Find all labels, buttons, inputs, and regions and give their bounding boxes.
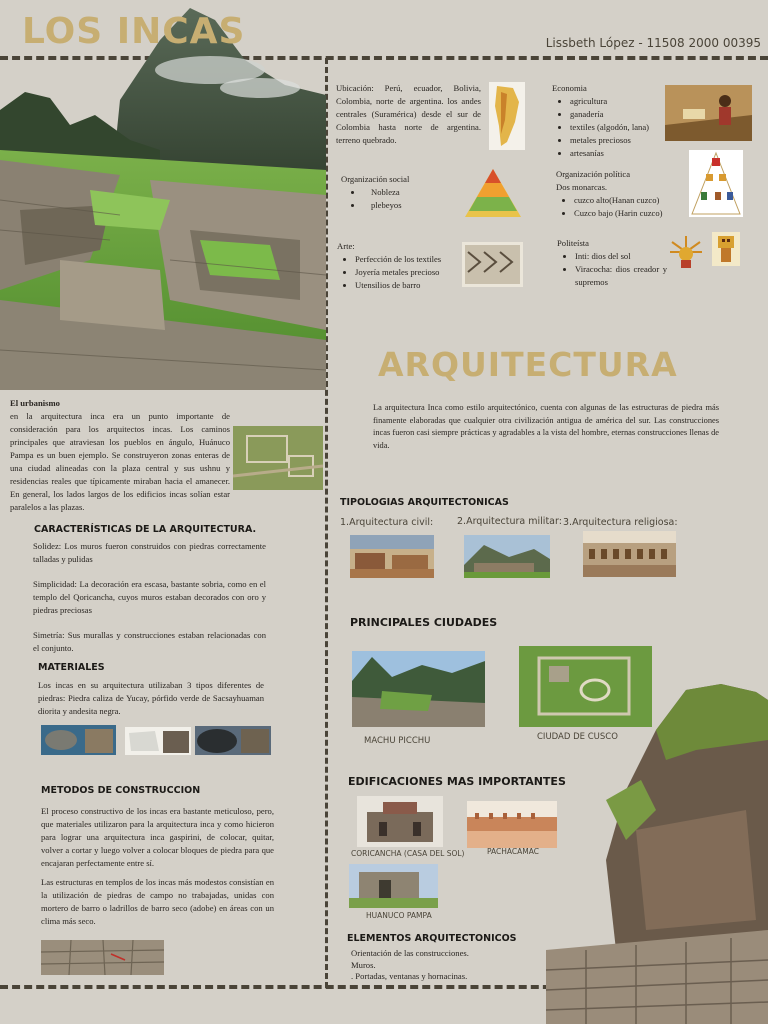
materials-text: Los incas en su arquitectura utilizaban 3 tipos diferentes de piedras: Piedra caliza de Yucay, pórfido verde de Sacsayhuaman diorita y andesita negra. <box>38 680 264 716</box>
economy-item: • artesanías <box>570 147 672 160</box>
cities-title: PRINCIPALES CIUDADES <box>350 616 498 629</box>
element-line: . Portadas, ventanas y hornacinas. <box>351 971 468 981</box>
building-label: CORICANCHA (CASA DEL SOL) <box>351 849 465 858</box>
religion-section <box>557 237 667 289</box>
typology-military-label: 2.Arquitectura militar: <box>457 516 562 527</box>
location-text: Ubicación: Perú, ecuador, Bolivia, Colombia, norte de argentina. los andes centrales (Suramérica) desde el sur de Colombia hasta norte de argentina. terreno quebrado. <box>336 83 481 145</box>
urbanism-section <box>10 397 230 514</box>
machu-picchu-hero-image <box>0 0 326 390</box>
buildings-title: EDIFICACIONES MAS IMPORTANTES <box>348 775 566 788</box>
coricancha-image <box>357 796 443 847</box>
machu-picchu-image <box>352 651 485 727</box>
religion-item: • Inti: dios del sol <box>575 250 667 263</box>
urbanism-text: en la arquitectura inca era un punto importante de consideración para los arquitectos incas. Los caminos principales que atraviesan los pueblos en ángulo, Huánuco Pampa es un buen ejemplo. Se construyeron zonas enteras de una ciudad alineadas con la plaza central y sus ushnu y residencias reales que típicamente miraban hacia el amanecer. En general, los lados largos de los edificios incas solían estar paralelos a las plazas. <box>10 411 230 512</box>
methods-paragraph: El proceso constructivo de los incas era bastante meticuloso, pero, que materiales utilizaron para la arquitectura inca y como hicieron para lograr una arquitectura inca gaspirini, de colocar, quitar, volver a cortar y luego volver a colocar bloques de piedra para que encajaran perfectamente entre sí. <box>41 806 274 868</box>
typology-civil-label: 1.Arquitectura civil: <box>340 517 434 528</box>
architecture-intro: La arquitectura Inca como estilo arquitectónico, cuenta con algunas de las estructuras de piedra más finamente elaboradas que cualquier otra civilización antigua de américa del sur. Las construcciones incas fueron casi siempre prácticas y agradables a la vista del hombre, eternas construcciones llenas de vida. <box>373 403 719 450</box>
social-title: Organización social <box>341 174 410 184</box>
element-line: Orientación de las construcciones. <box>351 948 469 958</box>
typologies-title: TIPOLOGIAS ARQUITECTONICAS <box>340 497 509 508</box>
city-label: CIUDAD DE CUSCO <box>537 732 618 742</box>
textile-art-image <box>462 242 523 287</box>
characteristic-item: Simplicidad: La decoración era escasa, bastante sobria, como en el templo del Qoricancha, cuyos muros estaban decorados con oro y piedras preciosas <box>33 579 266 615</box>
political-section <box>556 168 696 220</box>
characteristics-title: CARACTERÍSTICAS DE LA ARQUITECTURA. <box>34 524 257 535</box>
andesite-image <box>195 726 271 755</box>
political-item: • Cuzco bajo (Harin cuzco) <box>574 207 696 220</box>
page-title: LOS INCAS <box>22 11 246 52</box>
huanuco-pampa-image <box>349 864 438 908</box>
methods-text <box>41 805 274 928</box>
political-subtitle: Dos monarcas. <box>556 182 608 192</box>
economy-item: • ganadería <box>570 108 672 121</box>
urbanism-aerial-image <box>233 426 323 490</box>
city-label: MACHU PICCHU <box>364 736 431 746</box>
art-item: • Perfección de los textiles <box>355 253 462 266</box>
economy-item: • agricultura <box>570 95 672 108</box>
characteristic-item: Solidez: Los muros fueron construidos con piedras correctamente talladas y pulidas <box>33 541 266 564</box>
social-item: • plebeyos <box>363 199 461 212</box>
social-pyramid-image <box>463 167 523 219</box>
methods-paragraph: Las estructuras en templos de los incas más modestos consistían en la utilización de piedras de campo no trabajadas, unidas con mortero de barro o ladrillos de barro seco (adobe) en áreas con un clima más seco. <box>41 877 274 926</box>
stone-ruins-image <box>546 680 768 1024</box>
architecture-title: ARQUITECTURA <box>378 345 678 384</box>
political-title: Organización política <box>556 169 631 179</box>
social-item: • Nobleza <box>363 186 461 199</box>
inti-sun-god-image <box>668 234 704 270</box>
religious-architecture-image <box>583 531 676 577</box>
limestone-image <box>41 725 116 755</box>
viracocha-god-image <box>712 232 740 266</box>
pachacamac-image <box>467 801 557 848</box>
elements-title: ELEMENTOS ARQUITECTONICOS <box>347 933 517 944</box>
elements-list <box>351 948 541 983</box>
art-item: • Joyería metales precioso <box>355 266 462 279</box>
porphyry-image <box>125 727 191 755</box>
military-architecture-image <box>464 535 550 578</box>
methods-title: METODOS DE CONSTRUCCION <box>41 785 201 796</box>
south-america-map-image <box>489 82 525 150</box>
stone-wall-image <box>41 940 164 975</box>
religion-item: • Viracocha: dios creador y supremos <box>575 263 667 289</box>
materials-title: MATERIALES <box>38 662 105 673</box>
building-label: HUANUCO PAMPA <box>366 911 432 920</box>
political-pyramid-image <box>689 150 743 217</box>
art-section <box>337 240 462 292</box>
economy-title: Economia <box>552 83 587 93</box>
political-item: • cuzco alto(Hanan cuzco) <box>574 194 696 207</box>
typology-religious-label: 3.Arquitectura religiosa: <box>563 517 678 528</box>
civil-architecture-image <box>350 535 434 578</box>
economy-section <box>552 82 672 160</box>
economy-item: • textiles (algodón, lana) <box>570 121 672 134</box>
social-section <box>341 173 461 212</box>
art-title: Arte: <box>337 241 355 251</box>
art-item: • Utensilios de barro <box>355 279 462 292</box>
author-line: Lissbeth López - 11508 2000 00395 <box>545 36 761 50</box>
economy-illustration-image <box>665 85 752 141</box>
religion-title: Politeísta <box>557 238 589 248</box>
building-label: PACHACAMAC <box>487 847 539 856</box>
characteristics-list <box>33 540 266 655</box>
characteristic-item: Simetría: Sus murallas y construcciones estaban relacionadas con el conjunto. <box>33 630 266 653</box>
economy-item: • metales preciosos <box>570 134 672 147</box>
element-line: Muros. <box>351 959 376 970</box>
urbanism-title: El urbanismo <box>10 398 60 408</box>
